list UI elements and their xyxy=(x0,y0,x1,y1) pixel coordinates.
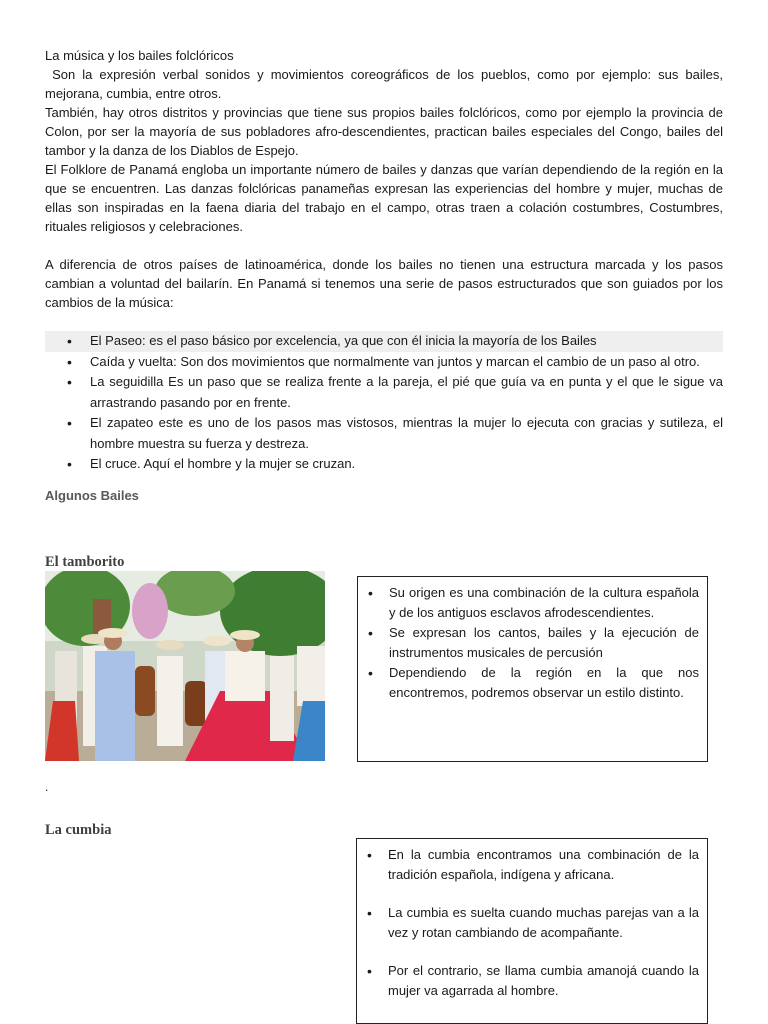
tamborito-heading: El tamborito xyxy=(45,554,125,570)
section-subheading: Algunos Bailes xyxy=(45,487,139,503)
cumbia-box xyxy=(356,838,708,1024)
list-item: • El zapateo este es uno de los pasos mas vistosos, mientras la mujer lo ejecuta con gracias y sutileza, el hombre muestra su fuerza y destreza. xyxy=(45,413,723,454)
paragraph-folklore: El Folklore de Panamá engloba un importante número de bailes y danzas que varían dependiendo de la región en la que se encuentren. Las danzas folclóricas panameñas expresan las experiencias del hombre y mujer, muchas de ellas son inspiradas en la faena diaria del trabajo en el campo, otras traen a colación costumbres, Costumbres, rituales religiosos y celebraciones. xyxy=(45,162,723,234)
list-item: • La cumbia es suelta cuando muchas parejas van a la vez y rotan cambiando de acompañante. xyxy=(357,903,707,943)
paragraph-definition: Son la expresión verbal sonidos y movimientos coreográficos de los pueblos, como por ejemplo: sus bailes, mejorana, cumbia, entre otros. xyxy=(45,67,727,101)
tamborito-list xyxy=(358,583,707,703)
list-item: • Su origen es una combinación de la cultura española y de los antiguos esclavos afrodescendientes. xyxy=(358,583,707,623)
paragraph-colon: También, hay otros distritos y provincias que tiene sus propios bailes folclóricos, como por ejemplo la provincia de Colon, por ser la mayoría de sus pobladores afro-descendientes, practican bailes especiales del Congo, bailes del tambor y la danza de los Diablos de Espejo. xyxy=(45,105,723,158)
list-item: • Caída y vuelta: Son dos movimientos que normalmente van juntos y marcan el cambio de un paso al otro. xyxy=(45,352,723,373)
list-item: • Dependiendo de la región en la que nos encontremos, podremos observar un estilo distinto. xyxy=(358,663,707,703)
stray-mark: . xyxy=(45,780,49,794)
document-body xyxy=(45,46,727,505)
cumbia-list xyxy=(357,845,707,1001)
tamborito-box xyxy=(357,576,708,762)
list-item: • Por el contrario, se llama cumbia amanojá cuando la mujer va agarrada al hombre. xyxy=(357,961,707,1001)
list-item: • El cruce. Aquí el hombre y la mujer se cruzan. xyxy=(45,454,723,475)
page-title: La música y los bailes folclóricos xyxy=(45,48,234,63)
tamborito-photo xyxy=(45,571,325,761)
list-item: • La seguidilla Es un paso que se realiza frente a la pareja, el pié que guía va en punta y el que le sigue va arrastrando pasando por en frente. xyxy=(45,372,723,413)
list-item: • En la cumbia encontramos una combinación de la tradición española, indígena y africana. xyxy=(357,845,707,885)
paragraph-steps-intro: A diferencia de otros países de latinoamérica, donde los bailes no tienen una estructura marcada y los pasos cambian a voluntad del bailarín. En Panamá si tenemos una serie de pasos estructurados que son guiados por los cambios de la música: xyxy=(45,257,723,310)
tamborito-photo-image xyxy=(45,571,325,761)
list-item: • Se expresan los cantos, bailes y la ejecución de instrumentos musicales de percusión xyxy=(358,623,707,663)
steps-list xyxy=(45,331,723,475)
list-item: • El Paseo: es el paso básico por excelencia, ya que con él inicia la mayoría de los Bailes xyxy=(45,331,723,352)
cumbia-heading: La cumbia xyxy=(45,822,112,838)
